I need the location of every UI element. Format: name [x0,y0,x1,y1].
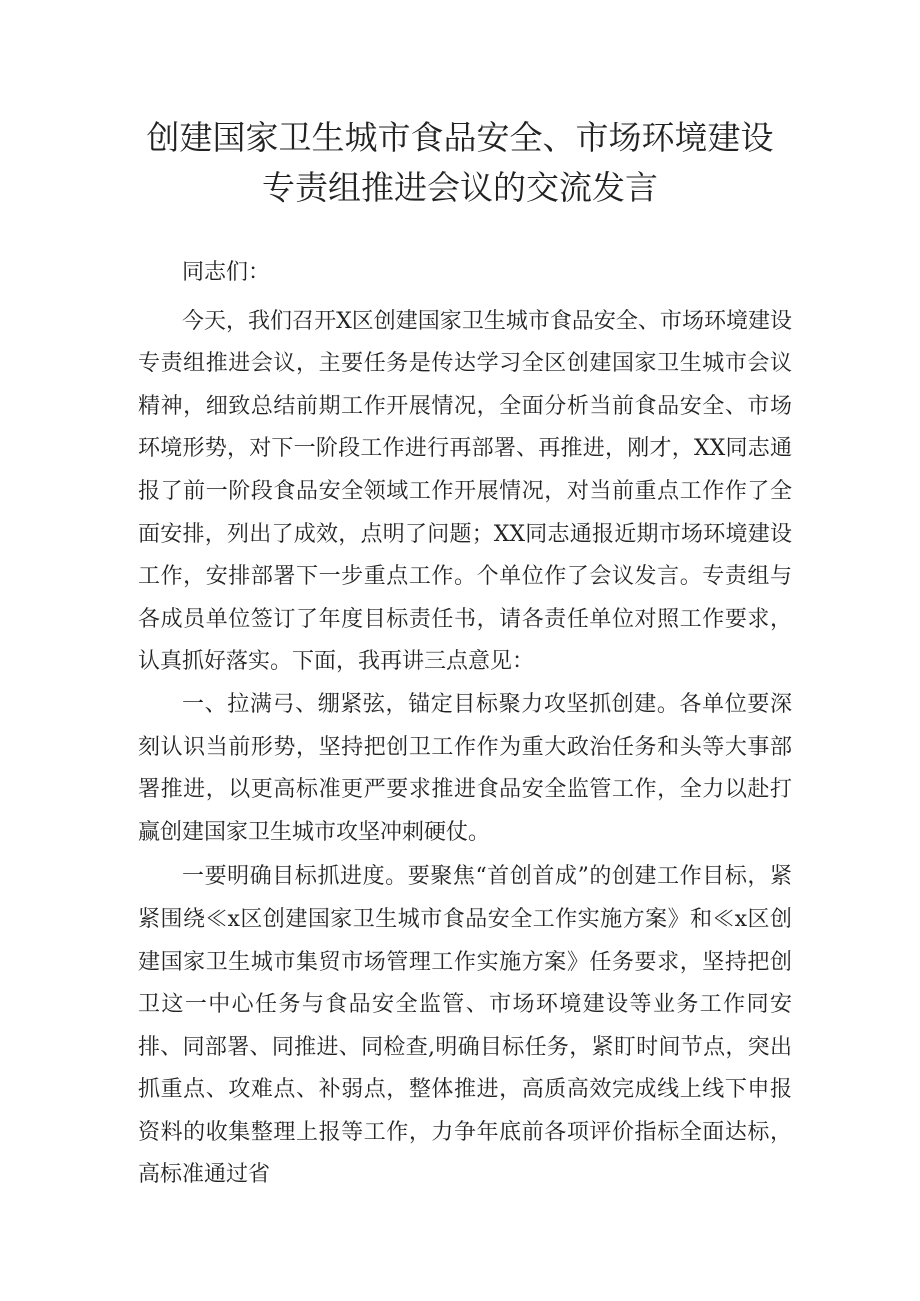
paragraph-sub-point-one: 一要明确目标抓进度。要聚焦“首创首成”的创建工作目标，紧紧围绕≪x区创建国家卫生城市食品安全工作实施方案》和≪x区创建国家卫生城市集贸市场管理工作实施方案》任务要求，坚持把创卫这一中心任务与食品安全监管、市场环境建设等业务工作同安排、同部署、同推进、同检查,明确目标任务，紧盯时间节点，突出抓重点、攻难点、补弱点，整体推进，高质高效完成线上线下申报资料的收集整理上报等工作，力争年底前各项评价指标全面达标，高标准通过省 [138,864,792,1188]
paragraph-point-one: 一、拉满弓、绷紧弦，锚定目标聚力攻坚抓创建。各单位要深刻认识当前形势，坚持把创卫工作作为重大政治任务和头等大事部署推进，以更高标准更严要求推进食品安全监管工作，全力以赴打赢创建国家卫生城市攻坚冲刺硬仗。 [138,691,792,845]
paragraph-intro: 今天，我们召开X区创建国家卫生城市食品安全、市场环境建设专责组推进会议，主要任务是传达学习全区创建国家卫生城市会议精神，细致总结前期工作开展情况，全面分析当前食品安全、市场环境形势，对下一阶段工作进行再部署、再推进，刚才，XX同志通报了前一阶段食品安全领域工作开展情况，对当前重点工作作了全面安排，列出了成效，点明了问题；XX同志通报近期市场环境建设工作，安排部署下一步重点工作。个单位作了会议发言。专责组与各成员单位签订了年度目标责任书，请各责任单位对照工作要求，认真抓好落实。下面，我再讲三点意见： [138,308,792,675]
document-title-line-2: 专责组推进会议的交流发言 [262,168,658,207]
document-body [138,252,792,1197]
salutation: 同志们： [182,260,271,285]
document-title-line-1: 创建国家卫生城市食品安全、市场环境建设 [146,118,774,157]
